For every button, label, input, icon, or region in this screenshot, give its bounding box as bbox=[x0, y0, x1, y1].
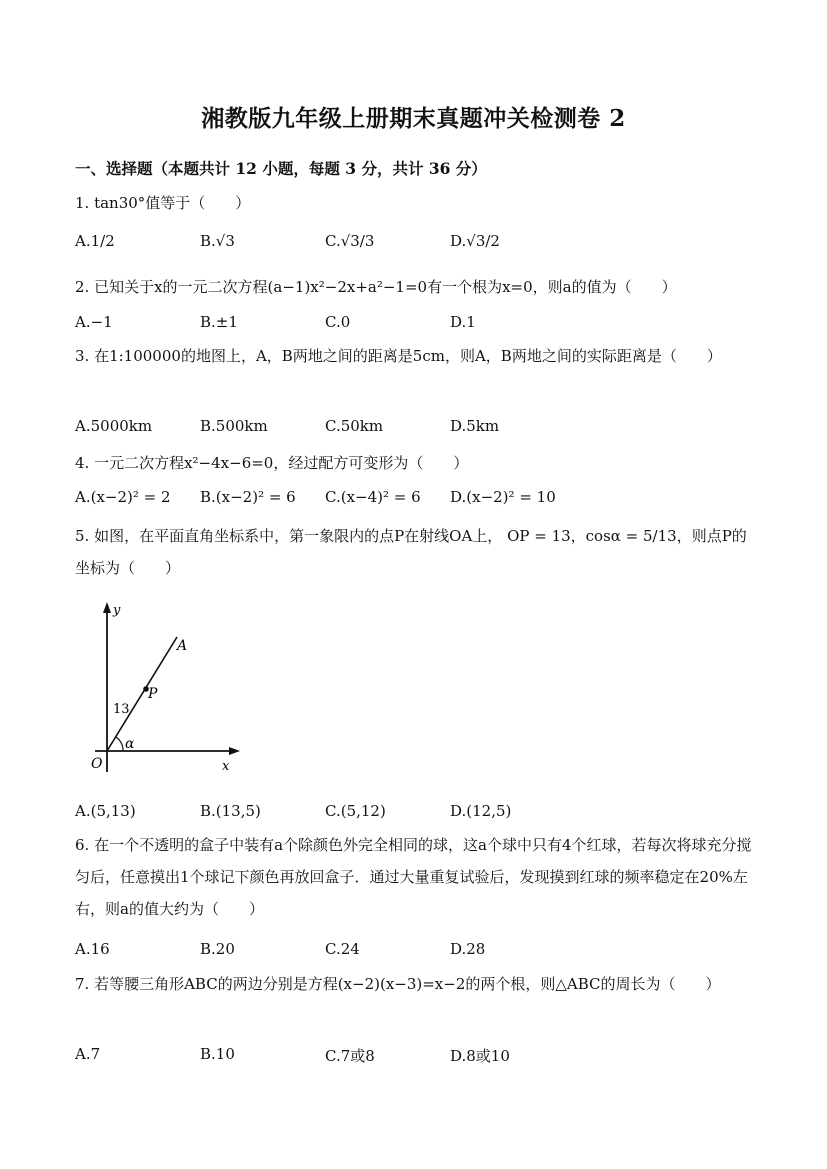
option-b[interactable]: B.±1 bbox=[200, 313, 238, 331]
option-b[interactable]: B.(13,5) bbox=[200, 802, 261, 820]
option-b[interactable]: B.(x−2)² = 6 bbox=[200, 488, 296, 506]
question-5-stem: 5. 如图，在平面直角坐标系中，第一象限内的点P在射线OA上， OP = 13，cosα = 5/13，则点P的坐标为（ ） bbox=[75, 527, 747, 577]
option-c[interactable]: C.(x−4)² = 6 bbox=[325, 488, 421, 506]
option-a[interactable]: A.16 bbox=[75, 940, 110, 958]
point-a-label: A bbox=[177, 638, 188, 654]
question-6-stem: 6. 在一个不透明的盒子中装有a个除颜色外完全相同的球，这a个球中只有4个红球，若每次将球充分搅匀后，任意摸出1个球记下颜色再放回盒子．通过大量重复试验后，发现摸到红球的频率稳定在20%左右，则a的值大约为（ ） bbox=[75, 836, 752, 918]
x-axis-label: x bbox=[222, 759, 230, 774]
question-2-stem: 2. 已知关于x的一元二次方程(a−1)x²−2x+a²−1=0有一个根为x=0，则a的值为（ ） bbox=[75, 278, 677, 296]
option-a[interactable]: A.7 bbox=[75, 1045, 101, 1063]
question-3-stem: 3. 在1:100000的地图上，A，B两地之间的距离是5cm，则A，B两地之间的实际距离是（ ） bbox=[75, 347, 722, 365]
option-d[interactable]: D.√3/2 bbox=[450, 232, 500, 250]
option-d[interactable]: D.1 bbox=[450, 313, 476, 331]
option-d[interactable]: D.8或10 bbox=[450, 1047, 510, 1065]
option-a[interactable]: A.−1 bbox=[75, 313, 113, 331]
option-c[interactable]: C.√3/3 bbox=[325, 232, 375, 250]
option-c[interactable]: C.50km bbox=[325, 417, 384, 435]
question-4-stem: 4. 一元二次方程x²−4x−6=0，经过配方可变形为（ ） bbox=[75, 454, 469, 472]
option-c[interactable]: C.0 bbox=[325, 313, 351, 331]
option-d[interactable]: D.28 bbox=[450, 940, 486, 958]
coordinate-figure bbox=[85, 600, 255, 780]
option-b[interactable]: B.500km bbox=[200, 417, 268, 435]
option-d[interactable]: D.(12,5) bbox=[450, 802, 512, 820]
page-title: 湘教版九年级上册期末真题冲关检测卷 2 bbox=[201, 105, 626, 132]
question-1-stem: 1. tan30°值等于（ ） bbox=[75, 194, 251, 212]
option-a[interactable]: A.(5,13) bbox=[75, 802, 136, 820]
option-a[interactable]: A.(x−2)² = 2 bbox=[75, 488, 171, 506]
length-label: 13 bbox=[113, 702, 130, 717]
angle-label: α bbox=[125, 736, 135, 752]
option-b[interactable]: B.10 bbox=[200, 1045, 235, 1063]
option-c[interactable]: C.24 bbox=[325, 940, 360, 958]
option-d[interactable]: D.(x−2)² = 10 bbox=[450, 488, 556, 506]
x-axis bbox=[95, 747, 240, 755]
question-7-stem: 7. 若等腰三角形ABC的两边分别是方程(x−2)(x−3)=x−2的两个根，则△ABC的周长为（ ） bbox=[75, 975, 721, 993]
option-c[interactable]: C.(5,12) bbox=[325, 802, 386, 820]
section-heading: 一、选择题（本题共计 12 小题，每题 3 分，共计 36 分） bbox=[75, 159, 487, 178]
ray-oa bbox=[107, 637, 177, 751]
option-a[interactable]: A.1/2 bbox=[75, 232, 115, 250]
option-d[interactable]: D.5km bbox=[450, 417, 500, 435]
y-axis-label: y bbox=[113, 603, 121, 618]
option-a[interactable]: A.5000km bbox=[75, 417, 153, 435]
point-p-label: P bbox=[148, 686, 158, 702]
option-b[interactable]: B.20 bbox=[200, 940, 235, 958]
origin-label: O bbox=[91, 756, 103, 772]
option-c[interactable]: C.7或8 bbox=[325, 1047, 375, 1065]
option-b[interactable]: B.√3 bbox=[200, 232, 235, 250]
angle-arc bbox=[116, 737, 123, 751]
